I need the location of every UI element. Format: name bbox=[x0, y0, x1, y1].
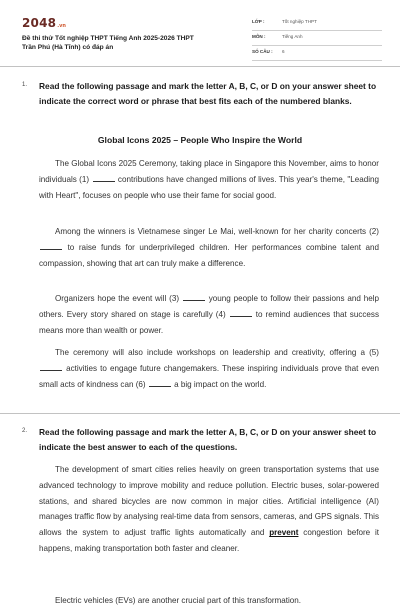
answer-blank-4 bbox=[230, 311, 252, 317]
passage-paragraph bbox=[39, 156, 379, 203]
passage-paragraph bbox=[39, 593, 379, 609]
answer-blank-5 bbox=[40, 365, 62, 371]
highlighted-word: prevent bbox=[269, 528, 299, 538]
info-label: SỐ CÂU : bbox=[252, 49, 273, 54]
paragraph-text: Among the winners is Vietnamese singer Le Mai, well-known for her charity concerts (2) bbox=[55, 227, 379, 236]
info-value: Tốt nghiệp THPT bbox=[282, 19, 317, 24]
paragraph-text: congestion before it happens, making transportation both faster and cleaner. bbox=[39, 528, 380, 553]
paragraph-text: The development of smart cities relies heavily on green transportation systems that use advanced technology to improve mobility and reduce pollution. Electric buses, solar-powered stations, and shared bicycles are now common in major cities. Artificial intelligence (AI) manages traffic flow by analysing real-time data from sensors, cameras, and GPS signals. This allows the system to adjust traffic lights automatically and bbox=[39, 465, 379, 538]
passage-paragraph bbox=[39, 462, 379, 557]
paragraph-text: activities to engage future changemakers. These inspiring individuals prove that even small acts of kindness can (6) bbox=[39, 363, 379, 389]
paragraph-text: young people to follow their passions and help others. Every story shared on stage is carefully (4) bbox=[39, 294, 380, 319]
answer-blank-2 bbox=[40, 244, 62, 250]
info-label: MÔN : bbox=[252, 34, 266, 39]
document-title-line-2: Trần Phú (Hà Tĩnh) có đáp án bbox=[22, 44, 114, 52]
passage-paragraph bbox=[39, 291, 379, 338]
info-value: Tiếng Anh bbox=[282, 34, 303, 39]
exam-info-table bbox=[252, 16, 382, 61]
info-value: 6 bbox=[282, 49, 285, 54]
paragraph-text: to remind audiences that success means more than wealth or power. bbox=[39, 309, 380, 335]
info-row-question-count bbox=[252, 46, 382, 61]
passage-paragraph bbox=[39, 345, 379, 392]
passage-paragraph bbox=[39, 224, 379, 271]
page-header bbox=[0, 0, 400, 62]
document-title bbox=[22, 34, 242, 53]
logo-text: 2048 bbox=[22, 16, 57, 30]
paragraph-text: contributions have changed millions of lives. This year's theme, "Leading with Heart", focuses on people who use their fame for social good. bbox=[39, 174, 380, 200]
question-number: 1. bbox=[22, 82, 28, 88]
question-number: 2. bbox=[22, 428, 28, 434]
question-divider bbox=[0, 413, 400, 414]
question-prompt: Read the following passage and mark the letter A, B, C, or D on your answer sheet to indicate the best answer to each of the questions. bbox=[39, 427, 377, 452]
answer-blank-3 bbox=[183, 295, 205, 301]
paragraph-text: The Global Icons 2025 Ceremony, taking place in Singapore this November, aims to honor individuals (1) bbox=[39, 159, 379, 184]
info-row-subject bbox=[252, 31, 382, 46]
header-divider bbox=[0, 66, 400, 67]
document-title-line-1: Đề thi thử Tốt nghiệp THPT Tiếng Anh 2025-2026 THPT bbox=[22, 35, 194, 42]
paragraph-text: a big impact on the world. bbox=[174, 379, 267, 389]
answer-blank-6 bbox=[149, 381, 171, 387]
site-logo[interactable] bbox=[22, 14, 66, 30]
passage-title: Global Icons 2025 – People Who Inspire the World bbox=[97, 135, 303, 145]
paragraph-text: Electric vehicles (EVs) are another crucial part of this transformation. bbox=[55, 596, 302, 605]
info-row-class bbox=[252, 16, 382, 31]
info-label: LỚP : bbox=[252, 19, 265, 24]
answer-blank-1 bbox=[93, 176, 115, 182]
paragraph-text: The ceremony will also include workshops on leadership and creativity, offering a (5) bbox=[55, 348, 379, 357]
paragraph-text: Organizers hope the event will (3) bbox=[55, 294, 180, 303]
logo-domain: .vn bbox=[57, 23, 66, 29]
paragraph-text: to raise funds for underprivileged children. Her performances combine talent and compassion, showing that art can truly make a difference. bbox=[39, 242, 379, 268]
question-prompt: Read the following passage and mark the letter A, B, C, or D on your answer sheet to indicate the correct word or phrase that best fits each of the numbered blanks. bbox=[39, 81, 377, 106]
